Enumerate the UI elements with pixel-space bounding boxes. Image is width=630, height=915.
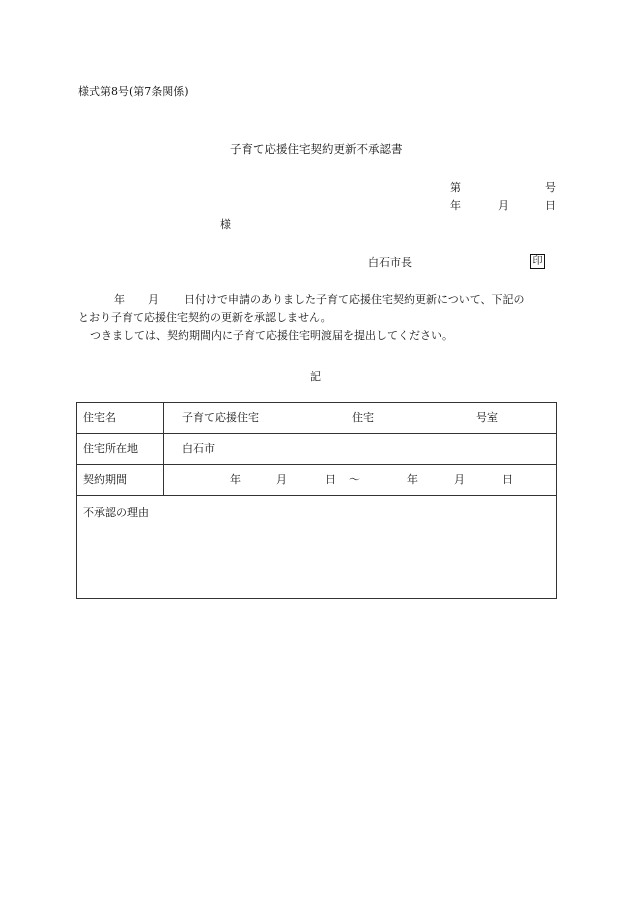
table-row (77, 403, 557, 434)
rejection-reason-cell (77, 496, 557, 599)
record-table (76, 402, 557, 599)
period-start-month: 月 (276, 473, 287, 486)
period-end-day: 日 (502, 473, 513, 486)
doc-number-prefix: 第 (450, 181, 461, 194)
period-start-day: 日 (325, 473, 336, 486)
doc-number-suffix: 号 (545, 181, 556, 194)
address-value: 白石市 (182, 442, 215, 455)
issue-date-year: 年 (450, 199, 461, 212)
form-number-label: 様式第8号(第7条関係) (78, 85, 189, 98)
body-month: 月 (148, 293, 159, 306)
body-line-3: つきましては、契約期間内に子育て応援住宅明渡届を提出してください。 (90, 329, 453, 342)
housing-name-label: 住宅名 (77, 403, 164, 434)
contract-period-label: 契約期間 (77, 465, 164, 496)
table-row (77, 434, 557, 465)
period-tilde: ～ (349, 473, 360, 486)
contract-period-cell (164, 465, 557, 496)
housing-name-cell (164, 403, 557, 434)
table-row (77, 465, 557, 496)
seal-mark: 印 (530, 254, 545, 269)
rejection-reason-label: 不承認の理由 (83, 506, 149, 519)
address-cell (164, 434, 557, 465)
issue-date-month: 月 (498, 199, 509, 212)
addressee-suffix: 様 (220, 218, 231, 231)
document-title: 子育て応援住宅契約更新不承認書 (230, 142, 403, 156)
table-row (77, 496, 557, 599)
period-end-month: 月 (454, 473, 465, 486)
address-label: 住宅所在地 (77, 434, 164, 465)
ki-heading: 記 (310, 370, 321, 383)
issue-date-day: 日 (545, 199, 556, 212)
body-year: 年 (114, 293, 125, 306)
housing-name-value: 子育て応援住宅 (182, 411, 259, 424)
period-end-year: 年 (407, 473, 418, 486)
period-start-year: 年 (230, 473, 241, 486)
issuer-name: 白石市長 (368, 256, 412, 269)
housing-room: 号室 (476, 411, 498, 424)
body-line-2: とおり子育て応援住宅契約の更新を承認しません。 (78, 311, 332, 324)
body-line-1-text: 日付けで申請のありました子育て応援住宅契約更新について、下記の (184, 293, 525, 306)
housing-jutaku: 住宅 (352, 411, 374, 424)
